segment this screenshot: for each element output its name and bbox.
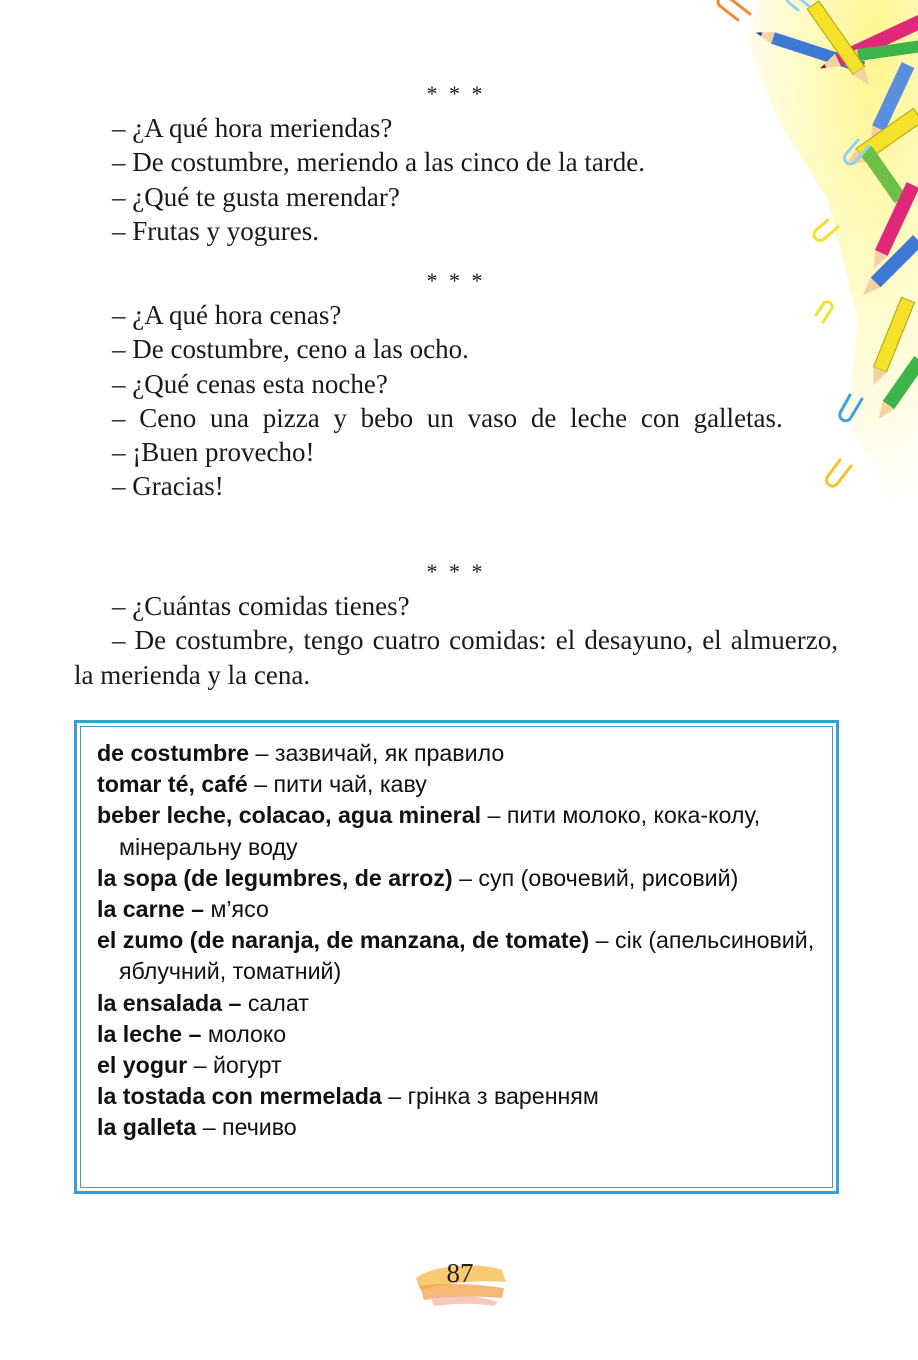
page-number: 87: [446, 1258, 474, 1288]
vocab-entry: [97, 1050, 817, 1081]
vocab-entry: [97, 1019, 817, 1050]
vocab-term: la sopa (de legumbres, de arroz): [97, 864, 453, 891]
vocab-translation: – зазвичай, як правило: [249, 740, 505, 766]
vocab-entry: [97, 769, 817, 800]
dialogue-line: – De costumbre, ceno a las ocho.: [112, 334, 469, 365]
vocab-term: tomar té, café: [97, 771, 248, 798]
vocab-translation: – грінка з варенням: [381, 1083, 599, 1110]
dialogue-line: – ¿A qué hora meriendas?: [112, 113, 393, 144]
page-number-area: [410, 1252, 510, 1312]
dialogue-2: [74, 264, 838, 503]
vocab-translation: м’ясо: [204, 896, 269, 923]
vocab-entry: [97, 988, 817, 1019]
vocab-translation: молоко: [201, 1020, 287, 1047]
dialogue-line: – Frutas y yogures.: [112, 215, 319, 246]
vocab-translation: – сік (апельсиновий, яблучний, томатний): [119, 927, 815, 985]
vocab-translation: салат: [241, 989, 309, 1016]
dialogue-line: – ¿Qué te gusta merendar?: [112, 181, 400, 212]
dialogue-line: – ¿Qué cenas esta noche?: [112, 368, 388, 399]
vocab-term: la ensalada –: [97, 989, 242, 1016]
vocab-term: la tostada con mermelada: [97, 1083, 382, 1110]
section-separator: * * *: [426, 268, 486, 293]
vocab-translation: – йогурт: [187, 1052, 282, 1079]
vocab-entry: [97, 738, 817, 769]
vocab-entry: [97, 800, 817, 862]
vocab-entry: [97, 925, 817, 987]
vocab-translation: – суп (овочевий, рисовий): [452, 864, 739, 891]
vocab-term: de costumbre: [97, 740, 250, 766]
vocab-translation: – печиво: [196, 1114, 297, 1141]
dialogue-line: – ¿Cuántas comidas tienes?: [112, 591, 410, 622]
vocab-entry: [97, 1112, 817, 1143]
vocab-entry: [97, 863, 817, 894]
vocab-term: la leche –: [97, 1020, 202, 1047]
dialogue-line: – ¡Buen provecho!: [112, 437, 315, 468]
dialogue-1: [74, 77, 838, 248]
vocabulary-list: [97, 738, 817, 1144]
vocab-term: beber leche, colacao, agua mineral: [97, 802, 482, 829]
dialogue-3: [74, 555, 838, 692]
dialogue-line: – De costumbre, tengo cuatro comidas: el desayuno, el almuerzo, la merienda y la cena.: [74, 625, 838, 690]
dialogue-line: – Gracias!: [112, 471, 224, 502]
section-separator: * * *: [426, 559, 486, 584]
paper-clip-icon: [718, 0, 750, 20]
section-separator: * * *: [426, 81, 486, 106]
vocab-translation: – пити чай, каву: [247, 771, 427, 798]
vocab-term: la galleta: [97, 1114, 197, 1141]
vocab-term: el yogur: [97, 1052, 188, 1079]
dialogue-line: – De costumbre, meriendo a las cinco de la tarde.: [112, 147, 646, 178]
dialogue-line: – ¿A qué hora cenas?: [112, 300, 342, 331]
vocab-term: el zumo (de naranja, de manzana, de tomate): [97, 927, 590, 954]
vocab-entry: [97, 894, 817, 925]
dialogue-line: – Ceno una pizza y bebo un vaso de leche con galletas.: [112, 402, 783, 433]
vocab-term: la carne –: [97, 896, 204, 923]
vocab-entry: [97, 1081, 817, 1112]
vocab-translation: – пити молоко, кока-колу, мінеральну воду: [119, 802, 761, 860]
